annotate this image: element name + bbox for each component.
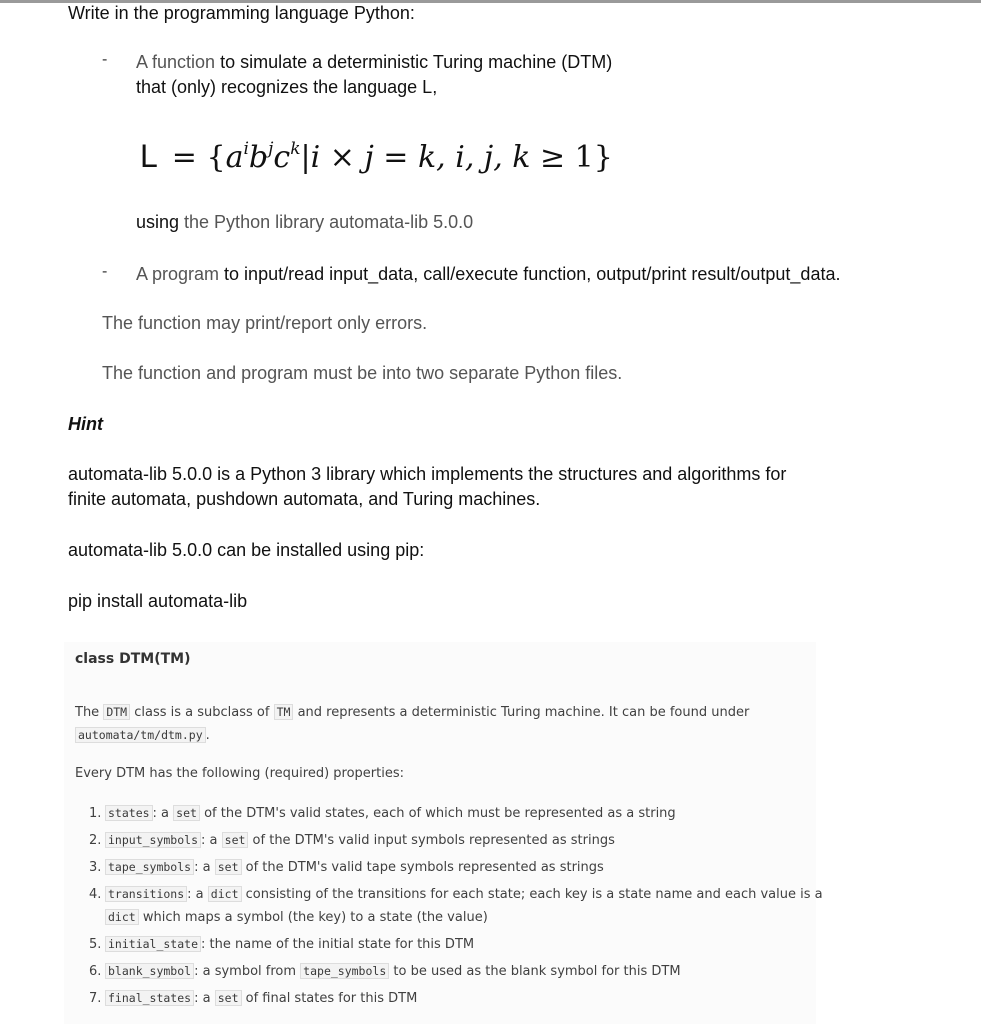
code-set: set: [222, 832, 249, 848]
formula-eq2: =: [373, 140, 418, 175]
doc-item-text: of the DTM's valid states, each of which must be represented as a string: [199, 806, 676, 821]
code-blank-symbol: blank_symbol: [105, 963, 194, 979]
doc-item-text: of the DTM's valid input symbols represented as strings: [248, 833, 615, 848]
formula-j-exp: j: [268, 139, 274, 159]
doc-list-item: [89, 964, 681, 979]
language-formula: [140, 131, 613, 176]
doc-item-text: consisting of the transitions for each state; each key is a state name and each value is a: [241, 887, 823, 902]
doc-p1-a: The: [75, 705, 104, 720]
doc-item-num: 7.: [89, 991, 102, 1006]
doc-list-item: [89, 991, 417, 1006]
doc-item-text: of final states for this DTM: [241, 991, 418, 1006]
doc-item-text: to be used as the blank symbol for this DTM: [389, 964, 681, 979]
item1-using-line: [136, 210, 473, 234]
doc-list-item-continuation: [105, 910, 488, 925]
item2-line: [136, 262, 840, 286]
hint-paragraph-line2: finite automata, pushdown automata, and Turing machines.: [68, 489, 541, 509]
doc-class-title: class DTM(TM): [75, 651, 191, 667]
hint-paragraph-line1: automata-lib 5.0.0 is a Python 3 library which implements the structures and algorithms for: [68, 464, 787, 484]
doc-paragraph-2: Every DTM has the following (required) properties:: [75, 766, 404, 781]
code-set: set: [215, 990, 242, 1006]
item1-using: using: [136, 212, 180, 232]
doc-item-text: : a: [201, 833, 222, 848]
item2-part-b: to input/read input_data, call/execute function, output/print result/output_data.: [219, 264, 841, 284]
formula-i-exp: i: [243, 139, 249, 159]
doc-item-text: : a symbol from: [194, 964, 301, 979]
doc-paragraph-1-path: [75, 728, 210, 743]
doc-list-item: [89, 860, 604, 875]
doc-item-text: : a: [152, 806, 174, 821]
formula-cond-k: k: [417, 140, 437, 175]
code-final-states: final_states: [105, 990, 194, 1006]
code-dict: dict: [208, 886, 242, 902]
code-tm: TM: [274, 704, 294, 720]
doc-item-text: : a: [194, 860, 215, 875]
item1-line1: [136, 50, 612, 74]
item1-line2: that (only) recognizes the language L,: [136, 77, 438, 97]
formula-c: c: [273, 140, 291, 175]
item1-part-a1: A function: [136, 52, 216, 72]
code-transitions: transitions: [105, 886, 187, 902]
doc-p1-end: .: [205, 728, 210, 743]
code-set: set: [215, 859, 242, 875]
doc-list-item: [89, 887, 823, 902]
doc-item-text: : a: [194, 991, 215, 1006]
doc-p1-c: and represents a deterministic Turing machine. It can be found under: [293, 705, 750, 720]
code-states: states: [105, 805, 153, 821]
formula-cond-j: j: [364, 140, 374, 175]
bullet-dash-2: -: [102, 263, 108, 280]
code-initial-state: initial_state: [105, 936, 201, 952]
code-dtm: DTM: [103, 704, 130, 720]
doc-list-item: [89, 806, 676, 821]
doc-item-text: of the DTM's valid tape symbols represented as strings: [241, 860, 604, 875]
code-set: set: [173, 805, 200, 821]
intro-text: Write in the programming language Python:: [68, 3, 415, 23]
doc-item-text: : the name of the initial state for this DTM: [201, 937, 475, 952]
item2-part-a: A program: [136, 264, 220, 284]
formula-lhs: L: [140, 138, 158, 174]
formula-b: b: [248, 140, 269, 175]
formula-eq: = {: [171, 140, 226, 175]
doc-list-item: [89, 833, 615, 848]
code-input-symbols: input_symbols: [105, 832, 201, 848]
formula-bar: |: [300, 140, 311, 175]
item1-part-a2: to simulate a deterministic Turing machine (DTM): [215, 52, 613, 72]
doc-item-num: 6.: [89, 964, 102, 979]
pip-command: pip install automata-lib: [68, 591, 248, 611]
formula-geq: ≥ 1}: [530, 140, 613, 175]
doc-item-num: 1.: [89, 806, 102, 821]
note-separate-files: The function and program must be into two separate Python files.: [102, 363, 623, 383]
code-dtm-path: automata/tm/dtm.py: [75, 727, 206, 743]
note-errors: The function may print/report only errors.: [102, 313, 428, 333]
code-tape-symbols: tape_symbols: [300, 963, 389, 979]
bullet-dash-1: -: [102, 51, 108, 68]
doc-item-num: 3.: [89, 860, 102, 875]
formula-k-exp: k: [290, 139, 301, 159]
code-tape-symbols: tape_symbols: [105, 859, 194, 875]
doc-item-num: 5.: [89, 937, 102, 952]
hint-install-text: automata-lib 5.0.0 can be installed using pip:: [68, 540, 425, 560]
doc-list-item: [89, 937, 474, 952]
formula-cond-i: i: [310, 140, 321, 175]
formula-a: a: [225, 140, 244, 175]
hint-heading: Hint: [68, 414, 103, 434]
doc-item-num: 4.: [89, 887, 102, 902]
doc-item-num: 2.: [89, 833, 102, 848]
item1-lib: the Python library automata-lib 5.0.0: [179, 212, 474, 232]
formula-rest: , i, j, k: [436, 140, 531, 175]
doc-paragraph-1: [75, 705, 749, 720]
doc-p1-b: class is a subclass of: [130, 705, 274, 720]
code-dict: dict: [105, 909, 139, 925]
doc-item-text: : a: [187, 887, 208, 902]
formula-times: ×: [320, 140, 365, 175]
doc-item-text: which maps a symbol (the key) to a state (the value): [138, 910, 488, 925]
